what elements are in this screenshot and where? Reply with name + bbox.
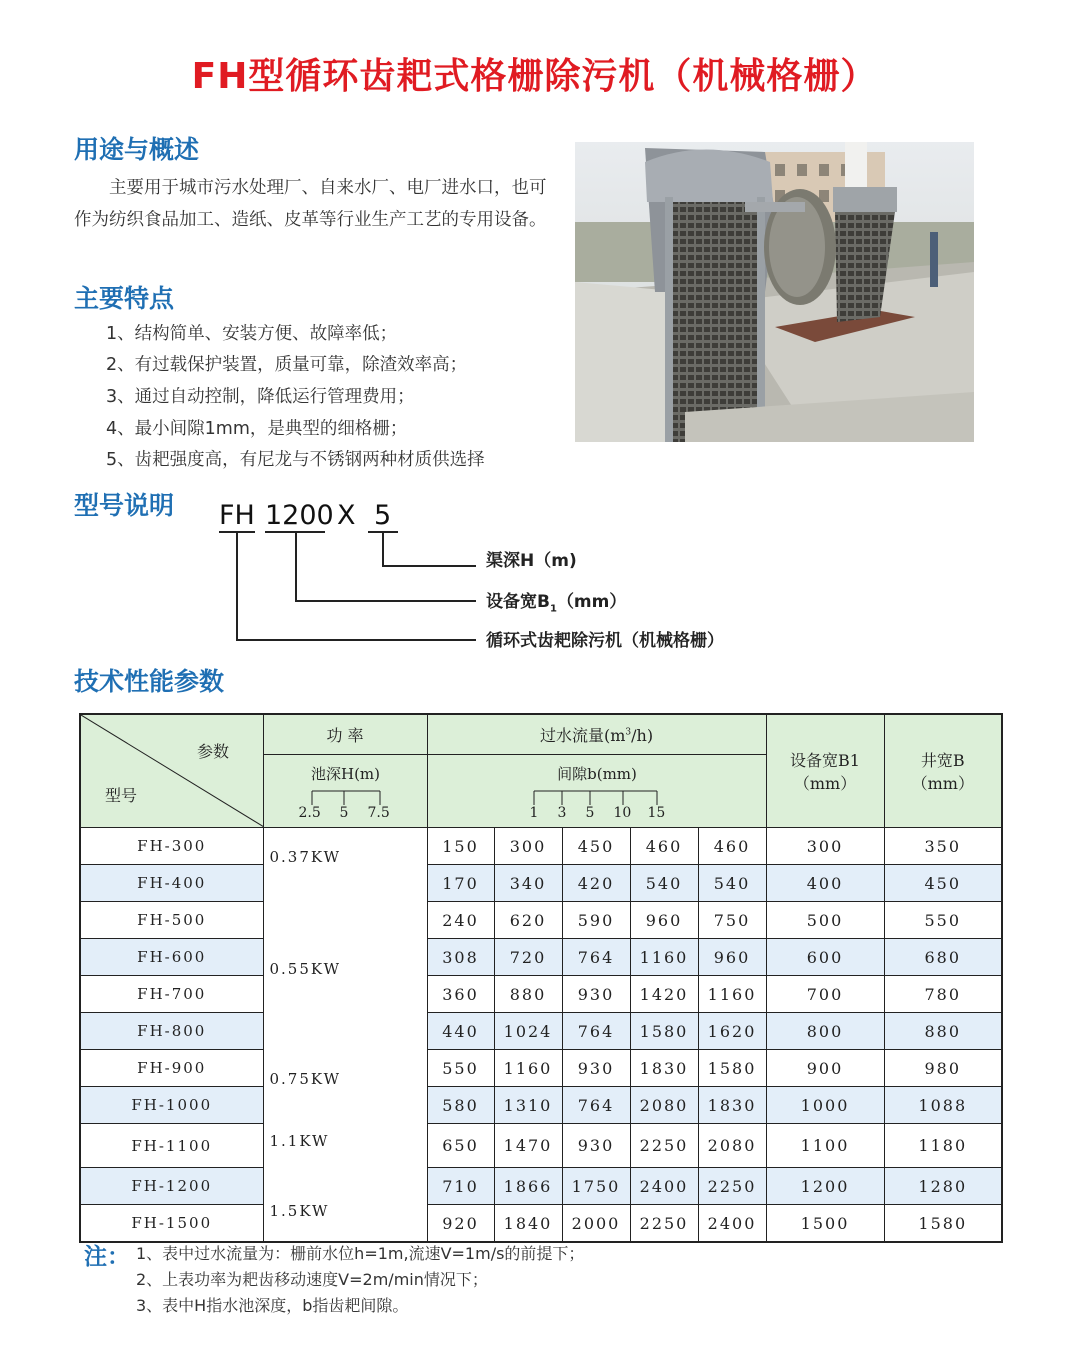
flow-cell: 1024 — [494, 1013, 562, 1050]
well-width-cell: 1580 — [884, 1205, 1002, 1243]
model-label-type: 循环式齿耙除污机（机械格栅） — [486, 631, 724, 651]
header-b1-label: 设备宽B1 — [790, 751, 860, 770]
flow-cell: 360 — [427, 976, 494, 1013]
table-row — [80, 865, 1002, 902]
header-gap — [427, 755, 766, 828]
flow-cell: 450 — [562, 828, 630, 865]
model-label-depth: 渠深H（m) — [486, 551, 577, 571]
flow-cell: 308 — [427, 939, 494, 976]
well-width-cell: 350 — [884, 828, 1002, 865]
leader-width-horizontal — [295, 600, 476, 602]
model-cell: FH-1000 — [80, 1087, 263, 1124]
flow-cell: 1420 — [630, 976, 698, 1013]
power-cell: 0.75KW — [263, 1050, 427, 1124]
model-cell: FH-1100 — [80, 1124, 263, 1168]
well-width-cell: 980 — [884, 1050, 1002, 1087]
flow-cell: 930 — [562, 1124, 630, 1168]
gap-tick: 3 — [557, 805, 567, 822]
feature-item: 1、结构简单、安装方便、故障率低； — [106, 324, 398, 344]
table-row — [80, 939, 1002, 976]
notes-label: 注： — [84, 1244, 130, 1270]
model-code-depth: 5 — [374, 500, 392, 531]
gap-bracket — [428, 785, 767, 815]
header-b1-unit: （mm） — [793, 774, 857, 793]
flow-cell: 1310 — [494, 1087, 562, 1124]
spec-section-title: 技术性能参数 — [74, 667, 225, 696]
well-width-cell: 880 — [884, 1013, 1002, 1050]
table-row — [80, 1168, 1002, 1205]
leader-depth-vertical — [382, 531, 384, 567]
power-cell: 0.37KW — [263, 828, 427, 902]
equipment-width-cell: 900 — [766, 1050, 884, 1087]
equipment-width-cell: 1500 — [766, 1205, 884, 1243]
table-row — [80, 1124, 1002, 1168]
table-row — [80, 828, 1002, 865]
diagonal-line — [81, 715, 264, 827]
header-gap-label: 间隙b(mm) — [557, 765, 637, 784]
header-depth-label: 池深H(m) — [310, 765, 380, 784]
flow-cell: 930 — [562, 1050, 630, 1087]
flow-cell: 1470 — [494, 1124, 562, 1168]
table-row — [80, 1205, 1002, 1243]
well-width-cell: 550 — [884, 902, 1002, 939]
usage-section-title: 用途与概述 — [74, 135, 200, 164]
flow-cell: 2250 — [630, 1205, 698, 1243]
model-cell: FH-1500 — [80, 1205, 263, 1243]
flow-cell: 764 — [562, 1087, 630, 1124]
flow-cell: 2250 — [698, 1168, 766, 1205]
table-row — [80, 976, 1002, 1013]
flow-cell: 2400 — [698, 1205, 766, 1243]
flow-cell: 2080 — [630, 1087, 698, 1124]
flow-cell: 150 — [427, 828, 494, 865]
power-cell: 1.1KW — [263, 1124, 427, 1168]
flow-cell: 2250 — [630, 1124, 698, 1168]
feature-item: 5、齿耙强度高，有尼龙与不锈钢两种材质供选择 — [106, 450, 485, 470]
flow-cell: 750 — [698, 902, 766, 939]
flow-cell: 590 — [562, 902, 630, 939]
features-section-title: 主要特点 — [74, 284, 175, 313]
flow-cell: 1750 — [562, 1168, 630, 1205]
leader-type-vertical — [236, 531, 238, 641]
flow-cell: 300 — [494, 828, 562, 865]
flow-cell: 764 — [562, 939, 630, 976]
usage-paragraph: 主要用于城市污水处理厂、自来水厂、电厂进水口，也可作为纺织食品加工、造纸、皮革等行业生产工艺的专用设备。 — [74, 178, 547, 230]
table-row — [80, 1087, 1002, 1124]
flow-cell: 340 — [494, 865, 562, 902]
flow-cell: 960 — [630, 902, 698, 939]
flow-cell: 1160 — [630, 939, 698, 976]
flow-cell: 1580 — [698, 1050, 766, 1087]
note-item: 1、表中过水流量为：栅前水位h=1m,流速V=1m/s的前提下； — [136, 1244, 585, 1263]
equipment-width-cell: 1200 — [766, 1168, 884, 1205]
gap-tick: 10 — [613, 805, 632, 822]
table-row — [80, 1050, 1002, 1087]
equipment-width-cell: 800 — [766, 1013, 884, 1050]
well-width-cell: 780 — [884, 976, 1002, 1013]
spec-table-body — [80, 828, 1002, 1243]
flow-cell: 880 — [494, 976, 562, 1013]
model-section-title: 型号说明 — [74, 491, 175, 520]
header-param: 参数 — [197, 742, 230, 761]
header-b — [884, 714, 1002, 828]
well-width-cell: 680 — [884, 939, 1002, 976]
power-cell: 0.55KW — [263, 902, 427, 1050]
flow-cell: 580 — [427, 1087, 494, 1124]
product-photo — [575, 142, 974, 442]
flow-cell: 1580 — [630, 1013, 698, 1050]
feature-item: 2、有过载保护装置，质量可靠，除渣效率高； — [106, 355, 468, 375]
table-row — [80, 902, 1002, 939]
equipment-width-cell: 1000 — [766, 1087, 884, 1124]
spec-table — [79, 713, 1003, 1243]
flow-cell: 620 — [494, 902, 562, 939]
equipment-width-cell: 400 — [766, 865, 884, 902]
well-width-cell: 1088 — [884, 1087, 1002, 1124]
page-title: FH型循环齿耙式格栅除污机（机械格栅） — [191, 56, 878, 97]
flow-cell: 170 — [427, 865, 494, 902]
gap-tick: 5 — [585, 805, 595, 822]
header-depth — [263, 755, 427, 828]
header-b1 — [766, 714, 884, 828]
flow-cell: 1160 — [494, 1050, 562, 1087]
equipment-width-cell: 500 — [766, 902, 884, 939]
leader-type-horizontal — [236, 639, 476, 641]
header-flow: 过水流量$(m^3/h)$ — [427, 714, 766, 755]
equipment-width-cell: 1100 — [766, 1124, 884, 1168]
model-code-fh: FH — [219, 500, 255, 531]
gap-tick: 1 — [529, 805, 539, 822]
flow-cell: 240 — [427, 902, 494, 939]
note-item: 2、上表功率为耙齿移动速度V=2m/min情况下； — [136, 1270, 488, 1289]
well-width-cell: 1180 — [884, 1124, 1002, 1168]
model-label-width: 设备宽$B_1(mm)$ — [486, 592, 627, 615]
flow-cell: 540 — [698, 865, 766, 902]
leader-depth-horizontal — [382, 565, 476, 567]
power-cell: 1.5KW — [263, 1168, 427, 1243]
gap-tick: 15 — [647, 805, 666, 822]
flow-cell: 550 — [427, 1050, 494, 1087]
grid-screen-machine-image — [575, 142, 974, 442]
flow-cell: 420 — [562, 865, 630, 902]
note-item: 3、表中H指水池深度，b指齿耙间隙。 — [136, 1296, 409, 1315]
depth-tick: 5 — [339, 805, 349, 822]
flow-cell: 1840 — [494, 1205, 562, 1243]
model-cell: FH-600 — [80, 939, 263, 976]
header-power: 功 率 — [263, 714, 427, 755]
flow-cell: 650 — [427, 1124, 494, 1168]
flow-cell: 764 — [562, 1013, 630, 1050]
flow-cell: 460 — [698, 828, 766, 865]
leader-width-vertical — [295, 531, 297, 602]
flow-cell: 2400 — [630, 1168, 698, 1205]
flow-cell: 1830 — [630, 1050, 698, 1087]
feature-item: 3、通过自动控制，降低运行管理费用； — [106, 387, 415, 407]
flow-cell: 2000 — [562, 1205, 630, 1243]
model-cell: FH-900 — [80, 1050, 263, 1087]
flow-cell: 720 — [494, 939, 562, 976]
flow-cell: 1160 — [698, 976, 766, 1013]
equipment-width-cell: 700 — [766, 976, 884, 1013]
model-cell: FH-1200 — [80, 1168, 263, 1205]
header-b-unit: （mm） — [911, 774, 974, 793]
flow-cell: 1620 — [698, 1013, 766, 1050]
header-b-label: 井宽B — [920, 751, 965, 770]
flow-cell: 1830 — [698, 1087, 766, 1124]
depth-tick: 7.5 — [367, 805, 390, 822]
model-cell: FH-700 — [80, 976, 263, 1013]
equipment-width-cell: 600 — [766, 939, 884, 976]
equipment-width-cell: 300 — [766, 828, 884, 865]
diagonal-header-cell — [80, 714, 263, 828]
model-cell: FH-500 — [80, 902, 263, 939]
flow-cell: 1866 — [494, 1168, 562, 1205]
flow-cell: 460 — [630, 828, 698, 865]
flow-cell: 930 — [562, 976, 630, 1013]
feature-item: 4、最小间隙1mm，是典型的细格栅； — [106, 419, 408, 439]
header-model: 型号 — [105, 786, 138, 805]
model-cell: FH-400 — [80, 865, 263, 902]
flow-cell: 440 — [427, 1013, 494, 1050]
model-cell: FH-300 — [80, 828, 263, 865]
model-code-x: X — [337, 500, 356, 531]
well-width-cell: 1280 — [884, 1168, 1002, 1205]
flow-cell: 540 — [630, 865, 698, 902]
table-row — [80, 1013, 1002, 1050]
flow-cell: 710 — [427, 1168, 494, 1205]
flow-cell: 2080 — [698, 1124, 766, 1168]
model-code-width: 1200 — [265, 500, 334, 531]
depth-tick: 2.5 — [298, 805, 321, 822]
well-width-cell: 450 — [884, 865, 1002, 902]
flow-cell: 920 — [427, 1205, 494, 1243]
flow-cell: 960 — [698, 939, 766, 976]
model-cell: FH-800 — [80, 1013, 263, 1050]
